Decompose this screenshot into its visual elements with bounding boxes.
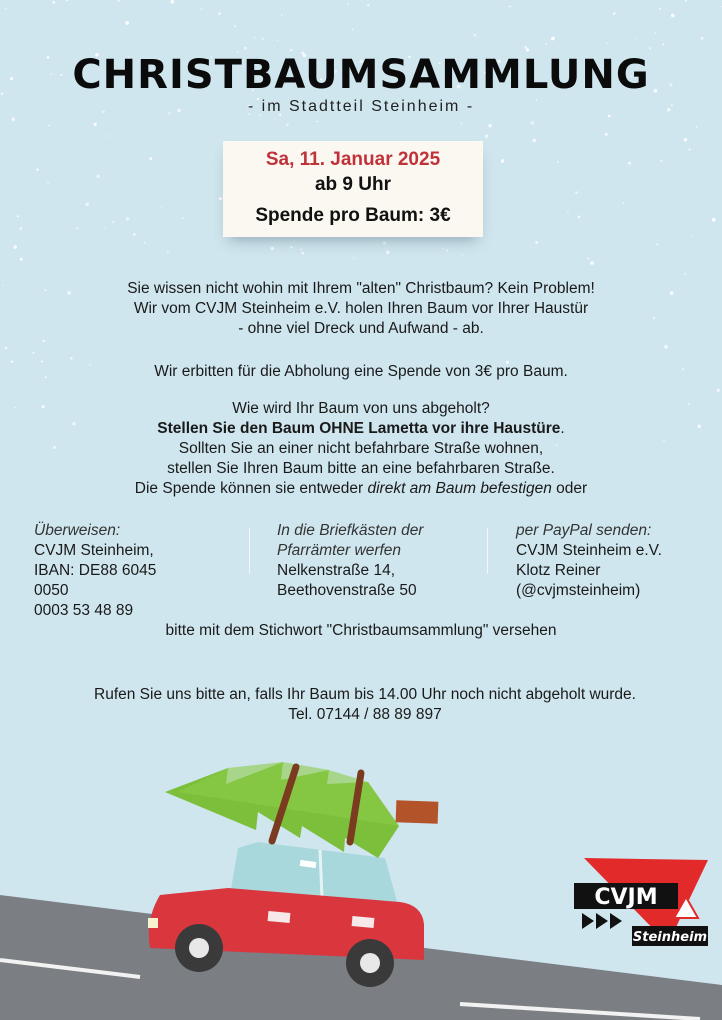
snowflake: [551, 37, 555, 41]
snowflake: [684, 273, 686, 275]
snowflake: [316, 121, 318, 123]
snowflake: [535, 241, 538, 244]
snowflake: [20, 258, 23, 261]
snowflake: [271, 247, 275, 251]
pickup-line: stellen Sie Ihren Baum bitte an eine befahrbaren Straße.: [167, 460, 555, 477]
snowflake: [300, 248, 302, 250]
snowflake: [443, 248, 444, 249]
snowflake: [14, 245, 17, 248]
snowflake: [488, 124, 491, 127]
snowflake: [510, 5, 512, 7]
donation-request-text: Wir erbitten für die Abholung eine Spende von 3€ pro Baum.: [154, 363, 568, 380]
snowflake: [66, 0, 68, 1]
paypal-line: Klotz Reiner: [516, 562, 601, 579]
snowflake: [628, 162, 631, 165]
snowflake: [659, 8, 661, 10]
snowflake: [85, 202, 89, 206]
transfer-line: CVJM Steinheim,: [34, 542, 154, 559]
snowflake: [353, 257, 355, 259]
snowflake: [11, 360, 13, 362]
snowflake: [117, 0, 120, 2]
snowflake: [613, 14, 614, 15]
payment-transfer-column: [34, 521, 234, 621]
pickup-text: [20, 399, 702, 499]
snowflake: [578, 216, 581, 219]
snowflake: [352, 28, 354, 30]
snowflake: [149, 157, 152, 160]
snowflake: [347, 3, 349, 5]
snowflake: [695, 126, 697, 128]
page-title: CHRISTBAUMSAMMLUNG: [72, 52, 650, 98]
snowflake: [32, 351, 34, 353]
pickup-line: Die Spende können sie entweder direkt am Baum befestigen oder: [134, 480, 588, 497]
snowflake: [47, 182, 49, 184]
snowflake: [655, 32, 657, 34]
snowflake: [5, 8, 7, 10]
snowflake: [281, 14, 283, 16]
snowflake: [635, 37, 636, 38]
snowflake: [692, 236, 693, 237]
event-time: ab 9 Uhr: [314, 174, 392, 195]
snowflake: [17, 215, 19, 217]
snowflake: [52, 1, 55, 4]
snowflake: [143, 242, 145, 244]
snowflake: [530, 121, 534, 125]
snowflake: [462, 254, 463, 255]
snowflake: [383, 241, 387, 245]
snowflake: [587, 257, 589, 259]
snowflake: [201, 8, 203, 10]
payment-mailbox-column: [277, 521, 477, 601]
snowflake: [108, 135, 110, 137]
snowflake: [125, 21, 129, 25]
contact-text: [0, 685, 722, 725]
snowflake: [133, 233, 135, 235]
mailbox-heading: In die Briefkästen der: [277, 522, 424, 539]
snowflake: [623, 202, 624, 203]
intro-line: Wir vom CVJM Steinheim e.V. holen Ihren Baum vor Ihrer Haustür: [133, 300, 589, 317]
snowflake: [575, 191, 578, 194]
snowflake: [649, 47, 651, 49]
event-donation: Spende pro Baum: 3€: [255, 205, 451, 226]
snowflake: [219, 197, 222, 200]
snowflake: [720, 6, 721, 7]
column-divider: [249, 528, 250, 574]
snowflake: [11, 117, 14, 120]
snowflake: [712, 218, 716, 222]
snowflake: [43, 340, 45, 342]
snowflake: [2, 284, 3, 285]
pickup-question: Wie wird Ihr Baum von uns abgeholt?: [232, 400, 490, 417]
snowflake: [5, 347, 7, 349]
snowflake: [218, 12, 221, 15]
paypal-line: CVJM Steinheim e.V.: [516, 542, 662, 559]
snowflake: [671, 14, 674, 17]
contact-phone: Tel. 07144 / 88 89 897: [288, 706, 442, 723]
snowflake: [112, 221, 114, 223]
snowflake: [182, 217, 183, 218]
mailbox-line: Nelkenstraße 14,: [277, 562, 396, 579]
snowflake: [525, 46, 527, 48]
snowflake: [606, 42, 608, 44]
intro-line: Sie wissen nicht wohin mit Ihrem "alten" Christbaum? Kein Problem!: [127, 280, 595, 297]
snowflake: [97, 175, 100, 178]
snowflake: [48, 125, 50, 127]
snowflake: [104, 227, 105, 228]
snowflake: [126, 217, 129, 220]
snowflake: [277, 39, 279, 41]
keyword-note: bitte mit dem Stichwort "Christbaumsammlung" versehen: [165, 622, 557, 639]
contact-line: Rufen Sie uns bitte an, falls Ihr Baum bis 14.00 Uhr noch nicht abgeholt wurde.: [94, 686, 636, 703]
pickup-italic: direkt am Baum befestigen: [367, 480, 552, 497]
payment-paypal-column: [516, 521, 716, 601]
snowflake: [20, 227, 22, 229]
snowflake: [254, 37, 256, 39]
mailbox-heading: Pfarrämter werfen: [277, 542, 402, 559]
snowflake: [367, 4, 369, 6]
pickup-line: Sollten Sie an einer nicht befahrbare Straße wohnen,: [178, 440, 544, 457]
christmas-tree-icon: [165, 762, 438, 858]
car-with-tree-illustration: [0, 740, 722, 1020]
logo-subtext: Steinheim: [632, 930, 708, 945]
transfer-line: IBAN: DE88 6045: [34, 562, 157, 579]
donation-request: [20, 362, 702, 382]
pickup-instruction-bold: Stellen Sie den Baum OHNE Lametta vor ihre Haustüre: [157, 420, 561, 437]
snowflake: [660, 160, 663, 163]
snowflake: [663, 44, 665, 46]
pickup-instruction: Stellen Sie den Baum OHNE Lametta vor ihre Haustüre.: [157, 420, 565, 437]
snowflake: [286, 123, 289, 126]
snowflake: [717, 389, 720, 392]
column-divider: [487, 528, 488, 574]
snowflake: [684, 138, 688, 142]
transfer-line: 0003 53 48 89: [34, 602, 134, 619]
paypal-line: (@cvjmsteinheim): [516, 582, 641, 599]
snowflake: [70, 357, 72, 359]
snowflake: [301, 252, 304, 255]
snowflake: [446, 249, 448, 251]
snowflake: [557, 161, 559, 163]
snowflake: [15, 407, 16, 408]
snowflake: [700, 37, 703, 40]
snowflake: [234, 25, 236, 27]
page-subtitle: - im Stadtteil Steinheim -: [247, 98, 475, 115]
cvjm-logo: [574, 858, 708, 946]
snowflake: [567, 210, 569, 212]
snowflake: [532, 139, 536, 143]
snowflake: [386, 251, 390, 255]
snowflake: [290, 246, 292, 248]
snowflake: [36, 168, 38, 170]
snowflake: [545, 43, 547, 45]
snowflake: [94, 123, 97, 126]
snowflake: [76, 227, 78, 229]
snowflake: [485, 134, 488, 137]
snowflake: [508, 6, 510, 8]
snowflake: [170, 0, 174, 4]
transfer-line: 0050: [34, 582, 69, 599]
transfer-heading: Überweisen:: [34, 522, 121, 539]
snowflake: [685, 0, 687, 2]
snowflake: [460, 122, 462, 124]
snowflake: [473, 34, 476, 37]
paypal-heading: per PayPal senden:: [516, 522, 652, 539]
logo-text: CVJM: [594, 885, 658, 910]
intro-line: - ohne viel Dreck und Aufwand - ab.: [238, 320, 484, 337]
mailbox-line: Beethovenstraße 50: [277, 582, 417, 599]
snowflake: [501, 159, 504, 162]
event-date: Sa, 11. Januar 2025: [265, 149, 441, 170]
snowflake: [244, 47, 247, 50]
intro-text: [20, 279, 702, 339]
snowflake: [590, 261, 593, 264]
snowflake: [656, 243, 658, 245]
snowflake: [605, 133, 608, 136]
snowflake: [688, 148, 690, 150]
snowflake: [262, 38, 264, 40]
snowflake: [161, 206, 162, 207]
snowflake: [167, 251, 169, 253]
event-info-box: [223, 141, 483, 237]
snowflake: [664, 345, 668, 349]
